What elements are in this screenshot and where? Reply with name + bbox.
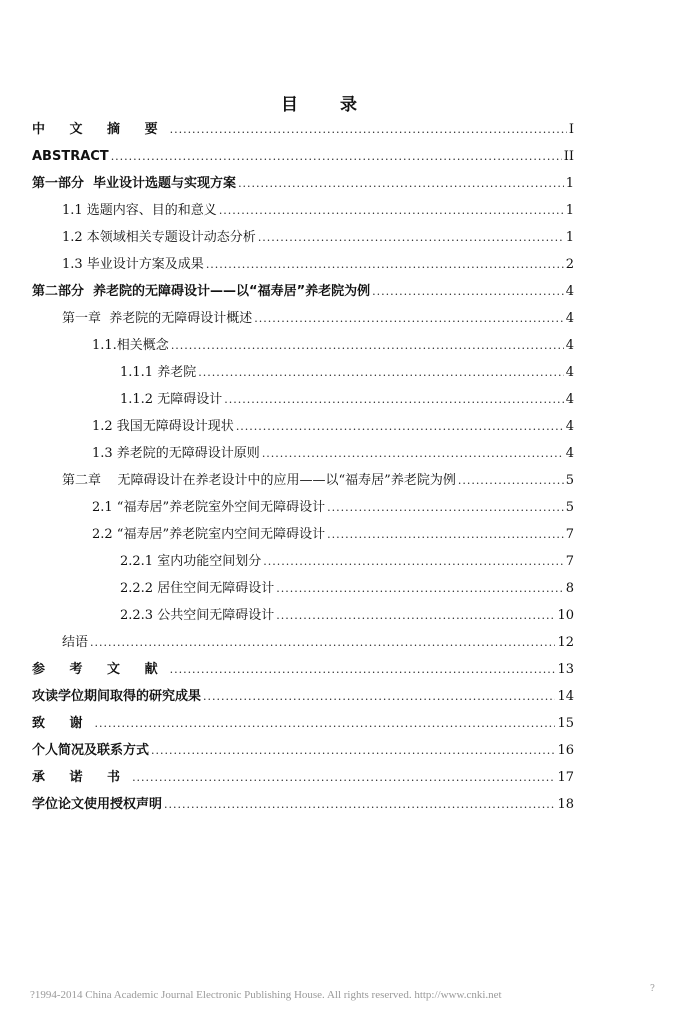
dot-leader [262, 444, 564, 464]
toc-entry[interactable] [120, 606, 574, 626]
toc-entry-page: 14 [557, 689, 574, 704]
toc-entry-label: 承 诺 书 [32, 770, 131, 785]
toc-entry-page: 2 [565, 257, 574, 272]
dot-leader [171, 336, 564, 356]
toc-entry-label: 2.2.3 公共空间无障碍设计 [120, 608, 275, 623]
toc-entry-page: 18 [557, 797, 574, 812]
toc-entry-label: 第二章 无障碍设计在养老设计中的应用——以“福寿居”养老院为例 [62, 473, 456, 488]
toc-entry[interactable] [120, 579, 574, 599]
toc-entry[interactable] [62, 228, 574, 248]
toc-entry-page: 8 [565, 581, 574, 596]
toc-entry-page: 4 [565, 392, 574, 407]
toc-entry-page: I [568, 122, 574, 137]
toc-entry-label: 1.3 养老院的无障碍设计原则 [92, 446, 260, 461]
dot-leader [151, 741, 555, 761]
toc-entry-page: 17 [557, 770, 574, 785]
toc-entry-page: 5 [565, 473, 574, 488]
dot-leader [276, 579, 564, 599]
toc-entry[interactable] [92, 444, 574, 464]
dot-leader [219, 201, 564, 221]
toc-entry-page: 5 [565, 500, 574, 515]
toc-entry-label: 1.2 我国无障碍设计现状 [92, 419, 234, 434]
toc-entry[interactable] [62, 201, 574, 221]
toc-entry[interactable] [62, 471, 574, 491]
toc-entry[interactable] [92, 525, 574, 545]
dot-leader [198, 363, 564, 383]
toc-entry-label: 结语 [62, 635, 89, 650]
toc-entry-page: 7 [565, 527, 574, 542]
toc-entry-label: 1.1.相关概念 [92, 338, 169, 353]
dot-leader [327, 498, 564, 518]
toc-entry-page: 10 [557, 608, 574, 623]
dot-leader [254, 309, 563, 329]
toc-entry-page: 4 [565, 284, 574, 299]
toc-entry-page: II [563, 149, 574, 164]
toc-entry-label: 1.3 毕业设计方案及成果 [62, 257, 204, 272]
dot-leader [111, 147, 562, 167]
toc-entry-page: 4 [565, 419, 574, 434]
toc-entry-label: 1.1.2 无障碍设计 [120, 392, 223, 407]
toc-entry-page: 15 [557, 716, 574, 731]
dot-leader [90, 633, 555, 653]
dot-leader [372, 282, 564, 302]
toc-entry-label: 攻读学位期间取得的研究成果 [32, 689, 202, 704]
dot-leader [276, 606, 555, 626]
toc-entry-label: 2.2.2 居住空间无障碍设计 [120, 581, 275, 596]
toc-entry[interactable] [32, 147, 574, 167]
toc-entry-label: 参 考 文 献 [32, 662, 168, 677]
dot-leader [238, 174, 564, 194]
toc-entry[interactable] [32, 687, 574, 707]
toc-entry[interactable] [32, 660, 574, 680]
toc-entry-label: 第二部分 养老院的无障碍设计——以“福寿居”养老院为例 [32, 284, 371, 299]
toc-entry-page: 1 [565, 176, 574, 191]
toc-entry[interactable] [120, 363, 574, 383]
toc-entry-label: 致 谢 [32, 716, 93, 731]
toc-title: 目 录 [281, 95, 375, 115]
copyright-footer: ?1994-2014 China Academic Journal Electronic Publishing House. All rights reserved. http://www.cnki.net [30, 989, 502, 1001]
toc-entry-page: 16 [557, 743, 574, 758]
dot-leader [203, 687, 555, 707]
toc-entry-page: 1 [565, 230, 574, 245]
toc-entry[interactable] [62, 633, 574, 653]
dot-leader [170, 660, 556, 680]
toc-entry-label: 1.1.1 养老院 [120, 365, 197, 380]
toc-entry[interactable] [92, 336, 574, 356]
toc-entry-page: 7 [565, 554, 574, 569]
toc-entry-label: 2.1 “福寿居”养老院室外空间无障碍设计 [92, 500, 326, 515]
dot-leader [132, 768, 555, 788]
dot-leader [327, 525, 564, 545]
toc-entry[interactable] [62, 255, 574, 275]
toc-entry-label: 第一部分 毕业设计选题与实现方案 [32, 176, 237, 191]
toc-entry[interactable] [120, 552, 574, 572]
toc-entry[interactable] [32, 120, 574, 140]
toc-entry[interactable] [120, 390, 574, 410]
dot-leader [164, 795, 555, 815]
toc-entry[interactable] [32, 768, 574, 788]
corner-mark: ? [650, 984, 655, 994]
toc-entry-page: 12 [557, 635, 574, 650]
toc-entry[interactable] [32, 174, 574, 194]
toc-entry[interactable] [32, 795, 574, 815]
toc-entry[interactable] [32, 741, 574, 761]
toc-entry-label: 个人简况及联系方式 [32, 743, 150, 758]
dot-leader [224, 390, 564, 410]
toc-entry-label: 学位论文使用授权声明 [32, 797, 163, 812]
dot-leader [458, 471, 564, 491]
toc-entry-label: 1.2 本领域相关专题设计动态分析 [62, 230, 256, 245]
toc-entry-label: 2.2.1 室内功能空间划分 [120, 554, 262, 569]
toc-entry-page: 4 [565, 311, 574, 326]
toc-entry-label: 1.1 选题内容、目的和意义 [62, 203, 217, 218]
toc-entry-page: 13 [557, 662, 574, 677]
toc-entry[interactable] [92, 417, 574, 437]
toc-entry-label: ABSTRACT [32, 149, 109, 164]
toc-entry-page: 4 [565, 338, 574, 353]
dot-leader [263, 552, 564, 572]
dot-leader [170, 120, 567, 140]
toc-entry-label: 中 文 摘 要 [32, 122, 168, 137]
dot-leader [206, 255, 564, 275]
toc-entry[interactable] [32, 282, 574, 302]
dot-leader [236, 417, 564, 437]
toc-entry[interactable] [92, 498, 574, 518]
toc-entry-page: 4 [565, 365, 574, 380]
toc-entry-label: 2.2 “福寿居”养老院室内空间无障碍设计 [92, 527, 326, 542]
toc-entry[interactable] [32, 714, 574, 734]
dot-leader [95, 714, 556, 734]
toc-entry-label: 第一章 养老院的无障碍设计概述 [62, 311, 253, 326]
toc-entry-page: 1 [565, 203, 574, 218]
dot-leader [258, 228, 564, 248]
toc-entry-page: 4 [565, 446, 574, 461]
toc-entry[interactable] [62, 309, 574, 329]
